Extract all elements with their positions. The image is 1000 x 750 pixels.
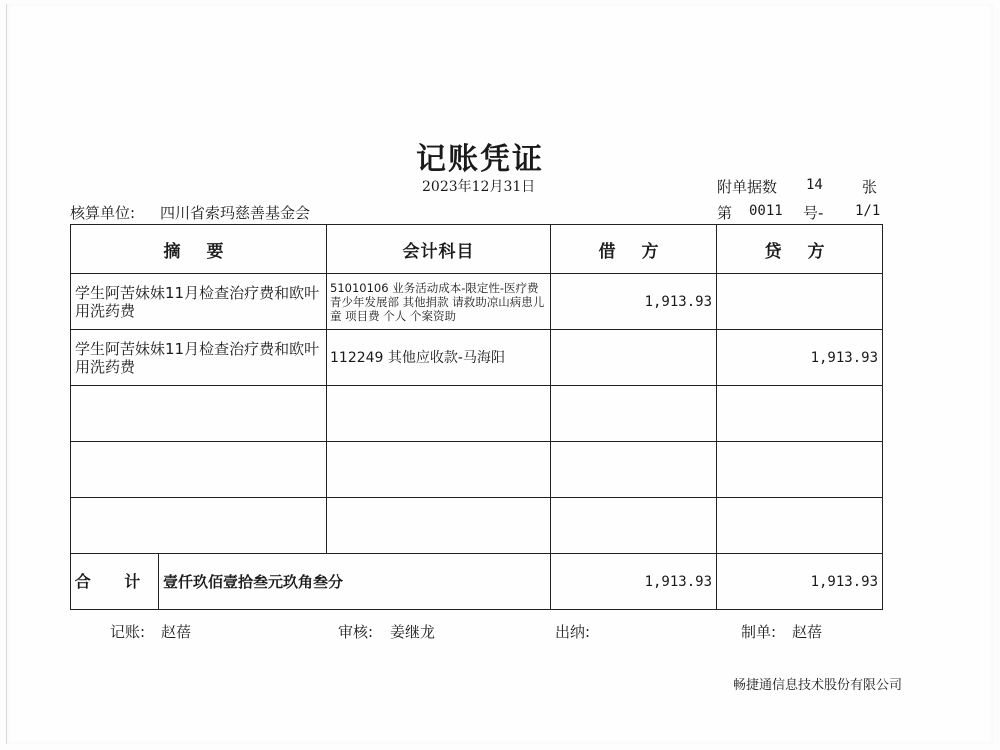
row-account — [327, 442, 551, 498]
row-debit — [551, 386, 717, 442]
row-summary — [71, 442, 327, 498]
row-credit — [717, 498, 883, 554]
accounting-unit-label: 核算单位: — [70, 204, 136, 222]
row-summary: 学生阿苦妹妹11月检查治疗费和欧叶用洗药费 — [71, 274, 327, 330]
attachment-label: 附单据数 — [717, 178, 778, 196]
row-account: 51010106 业务活动成本-限定性-医疗费 青少年发展部 其他捐款 请救助凉山病患儿童 项目费 个人 个案资助 — [327, 274, 551, 330]
row-credit — [717, 442, 883, 498]
bookkeeper-name: 赵蓓 — [161, 623, 192, 641]
voucher-number: 0011 — [749, 203, 783, 219]
voucher-title: 记账凭证 — [416, 142, 544, 177]
voucher-date: 2023年12月31日 — [422, 179, 536, 195]
total-credit: 1,913.93 — [717, 554, 883, 610]
voucher-table — [70, 224, 883, 610]
page-number: 1/1 — [855, 203, 881, 219]
row-credit — [717, 274, 883, 330]
row-account — [327, 498, 551, 554]
voucher-number-prefix: 第 — [717, 204, 733, 222]
accounting-unit-name: 四川省索玛慈善基金会 — [160, 204, 311, 222]
row-account — [327, 386, 551, 442]
row-debit — [551, 442, 717, 498]
header-account: 会计科目 — [327, 225, 551, 274]
attachment-count: 14 — [806, 177, 823, 193]
table-row — [71, 442, 883, 498]
maker-name: 赵蓓 — [792, 623, 823, 641]
auditor-label: 审核: — [338, 623, 374, 641]
voucher-number-suffix: 号- — [803, 204, 824, 222]
total-amount-words: 壹仟玖佰壹拾叁元玖角叁分 — [163, 573, 344, 591]
total-label: 合 计 — [71, 554, 159, 609]
row-account: 112249 其他应收款-马海阳 — [327, 330, 551, 386]
row-debit: 1,913.93 — [551, 274, 717, 330]
row-debit — [551, 498, 717, 554]
table-header-row — [71, 225, 883, 274]
header-summary: 摘 要 — [71, 225, 327, 274]
cashier-label: 出纳: — [555, 623, 591, 641]
header-debit: 借 方 — [551, 225, 717, 274]
total-debit: 1,913.93 — [551, 554, 717, 610]
auditor-name: 姜继龙 — [390, 623, 436, 641]
table-row — [71, 274, 883, 330]
table-row — [71, 498, 883, 554]
attachment-unit: 张 — [862, 178, 878, 196]
row-summary — [71, 386, 327, 442]
total-row — [71, 554, 883, 610]
row-debit — [551, 330, 717, 386]
row-credit — [717, 386, 883, 442]
bookkeeper-label: 记账: — [110, 623, 146, 641]
row-credit: 1,913.93 — [717, 330, 883, 386]
table-row — [71, 386, 883, 442]
table-row — [71, 330, 883, 386]
header-credit: 贷 方 — [717, 225, 883, 274]
total-cell — [71, 554, 551, 610]
row-summary: 学生阿苦妹妹11月检查治疗费和欧叶用洗药费 — [71, 330, 327, 386]
row-summary — [71, 498, 327, 554]
maker-label: 制单: — [741, 623, 777, 641]
software-company: 畅捷通信息技术股份有限公司 — [733, 678, 903, 693]
